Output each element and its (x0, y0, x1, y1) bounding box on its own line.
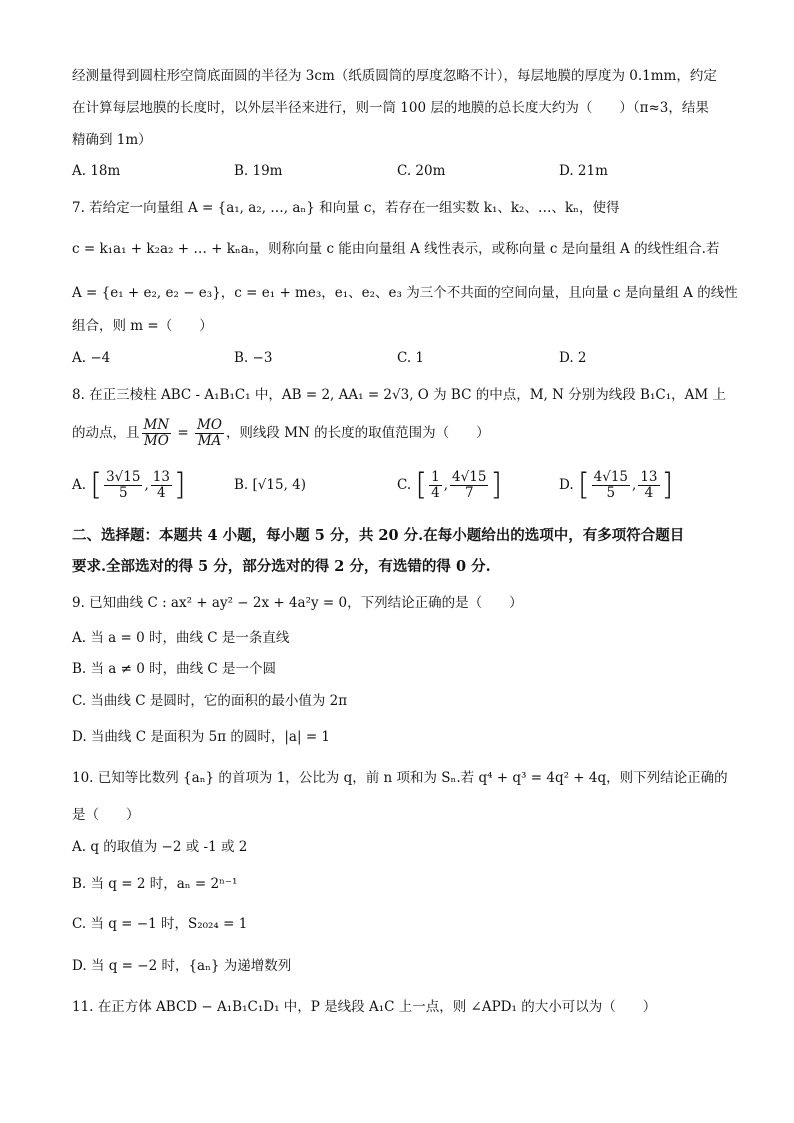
q8-option-a-den1: 5 (118, 485, 128, 501)
q8-option-d-num1: 4√15 (593, 469, 629, 485)
q10-line-2: 是（ ） (72, 807, 140, 823)
q8-option-c-num2: 4√15 (452, 469, 487, 485)
q8-option-d-label: D. (559, 477, 574, 493)
q9-option-b: B. 当 a ≠ 0 时，曲线 C 是一个圆 (72, 661, 277, 677)
q6-line-3: 精确到 1m） (72, 132, 152, 148)
q7-line-2: c = k₁a₁ + k₂a₂ + … + kₙaₙ，则称向量 c 能由向量组 A 线性表示，或称向量 c 是向量组 A 的线性组合.若 (72, 241, 720, 257)
section-2-heading-line-2: 要求.全部选对的得 5 分，部分选对的得 2 分，有选错的得 0 分. (72, 558, 491, 575)
q7-option-d: D. 2 (559, 350, 587, 366)
q9-stem: 9. 已知曲线 C : ax² + ay² − 2x + 4a²y = 0，下列结论正确的是（ ） (72, 595, 523, 611)
q6-line-2: 在计算每层地膜的长度时，以外层半径来进行，则一筒 100 层的地膜的总长度大约为（ ）（π≈3，结果 (72, 100, 709, 116)
q8-fraction-left-den: MO (143, 433, 169, 449)
q8-line-1: 8. 在正三棱柱 ABC - A₁B₁C₁ 中，AB = 2, AA₁ = 2√3, O 为 BC 的中点，M, N 分别为线段 B₁C₁，AM 上 (72, 387, 726, 403)
q11-stem: 11. 在正方体 ABCD − A₁B₁C₁D₁ 中，P 是线段 A₁C 上一点，则 ∠APD₁ 的大小可以为（ ） (72, 999, 657, 1015)
q8-fraction-right-num: MO (197, 417, 222, 433)
q7-options (72, 347, 722, 369)
q8-line-2-pre: 的动点，且 (72, 425, 140, 441)
q10-option-d: D. 当 q = −2 时，{aₙ} 为递增数列 (72, 958, 292, 974)
section-2-heading-line-1: 二、选择题：本题共 4 小题，每小题 5 分，共 20 分.在每小题给出的选项中，有多项符合题目 (72, 527, 685, 544)
q8-option-b (234, 463, 306, 507)
q9-option-a: A. 当 a = 0 时，曲线 C 是一条直线 (72, 630, 290, 646)
q6-option-b: B. 19m (234, 163, 283, 179)
q7-line-3: A = {e₁ + e₂, e₂ − e₃}，c = e₁ + me₃，e₁、e₂、e₃ 为三个不共面的空间向量，且向量 c 是向量组 A 的线性 (72, 285, 738, 301)
q9-option-c: C. 当曲线 C 是圆时，它的面积的最小值为 2π (72, 693, 348, 709)
q6-line-1: 经测量得到圆柱形空筒底面圆的半径为 3cm（纸质圆筒的厚度忽略不计），每层地膜的厚度为 0.1mm，约定 (72, 68, 717, 84)
q7-option-b: B. −3 (234, 350, 273, 366)
q8-option-d-den1: 5 (606, 485, 616, 501)
q8-line-2-post: ，则线段 MN 的长度的取值范围为（ ） (225, 425, 490, 441)
q6-option-a: A. 18m (72, 163, 121, 179)
q7-line-1: 7. 若给定一向量组 A = {a₁, a₂, …, aₙ} 和向量 c，若存在一组实数 k₁、k₂、…、kₙ，使得 (72, 200, 620, 216)
q8-fraction-right-den: MA (197, 433, 222, 449)
q8-option-a-label: A. (72, 477, 87, 493)
q8-fraction-left (142, 418, 172, 449)
q8-options (72, 463, 722, 507)
q8-fraction-left-num: MN (143, 417, 170, 433)
q8-option-a-num1: 3√15 (106, 469, 141, 485)
q8-option-c: C. [ $\frac{1}{4}$ , $\frac{4√15}{7}$ ] (397, 467, 503, 503)
q8-option-c-label: C. (397, 477, 412, 493)
q8-option-d: D. [ $\frac{4√15}{5}$ , $\frac{13}{4}$ ] (559, 467, 674, 503)
q10-option-b: B. 当 q = 2 时，aₙ = 2ⁿ⁻¹ (72, 876, 238, 892)
q8-option-c-num1: 1 (431, 469, 440, 485)
q7-option-a: A. −4 (72, 350, 111, 366)
q6-option-c: C. 20m (397, 163, 446, 179)
q8-option-b-label: B. (234, 477, 249, 493)
q7-line-4: 组合，则 m =（ ） (72, 318, 213, 334)
q8-option-a-den2: 4 (157, 485, 166, 501)
q8-option-c-den1: 4 (431, 485, 440, 501)
q10-option-a: A. q 的取值为 −2 或 -1 或 2 (72, 839, 248, 855)
q8-option-c-den2: 7 (464, 485, 474, 501)
q8-option-a: A. [ $\frac{3√15}{5}$ , $\frac{13}{4}$ ] (72, 467, 186, 503)
q10-line-1: 10. 已知等比数列 {aₙ} 的首项为 1，公比为 q，前 n 项和为 Sₙ.若 q⁴ + q³ = 4q² + 4q，则下列结论正确的 (72, 770, 728, 786)
q8-option-b-text: [√15, 4) (252, 477, 307, 493)
q8-option-d-den2: 4 (644, 485, 654, 501)
q6-options (72, 160, 722, 182)
q8-line-2: 的动点，且 $\frac{MN}{MO}$ = $\frac{MO}{MA}$ ，则线段 MN 的长度的取值范围为（ ） (72, 417, 490, 449)
q9-option-d: D. 当曲线 C 是面积为 5π 的圆时，|a| = 1 (72, 729, 331, 745)
q10-option-c: C. 当 q = −1 时，S₂₀₂₄ = 1 (72, 916, 248, 932)
q8-option-d-num2: 13 (640, 469, 658, 485)
q6-option-d: D. 21m (559, 163, 608, 179)
q8-option-a-num2: 13 (152, 469, 170, 485)
q8-fraction-right (195, 418, 224, 449)
q7-option-c: C. 1 (397, 350, 425, 366)
